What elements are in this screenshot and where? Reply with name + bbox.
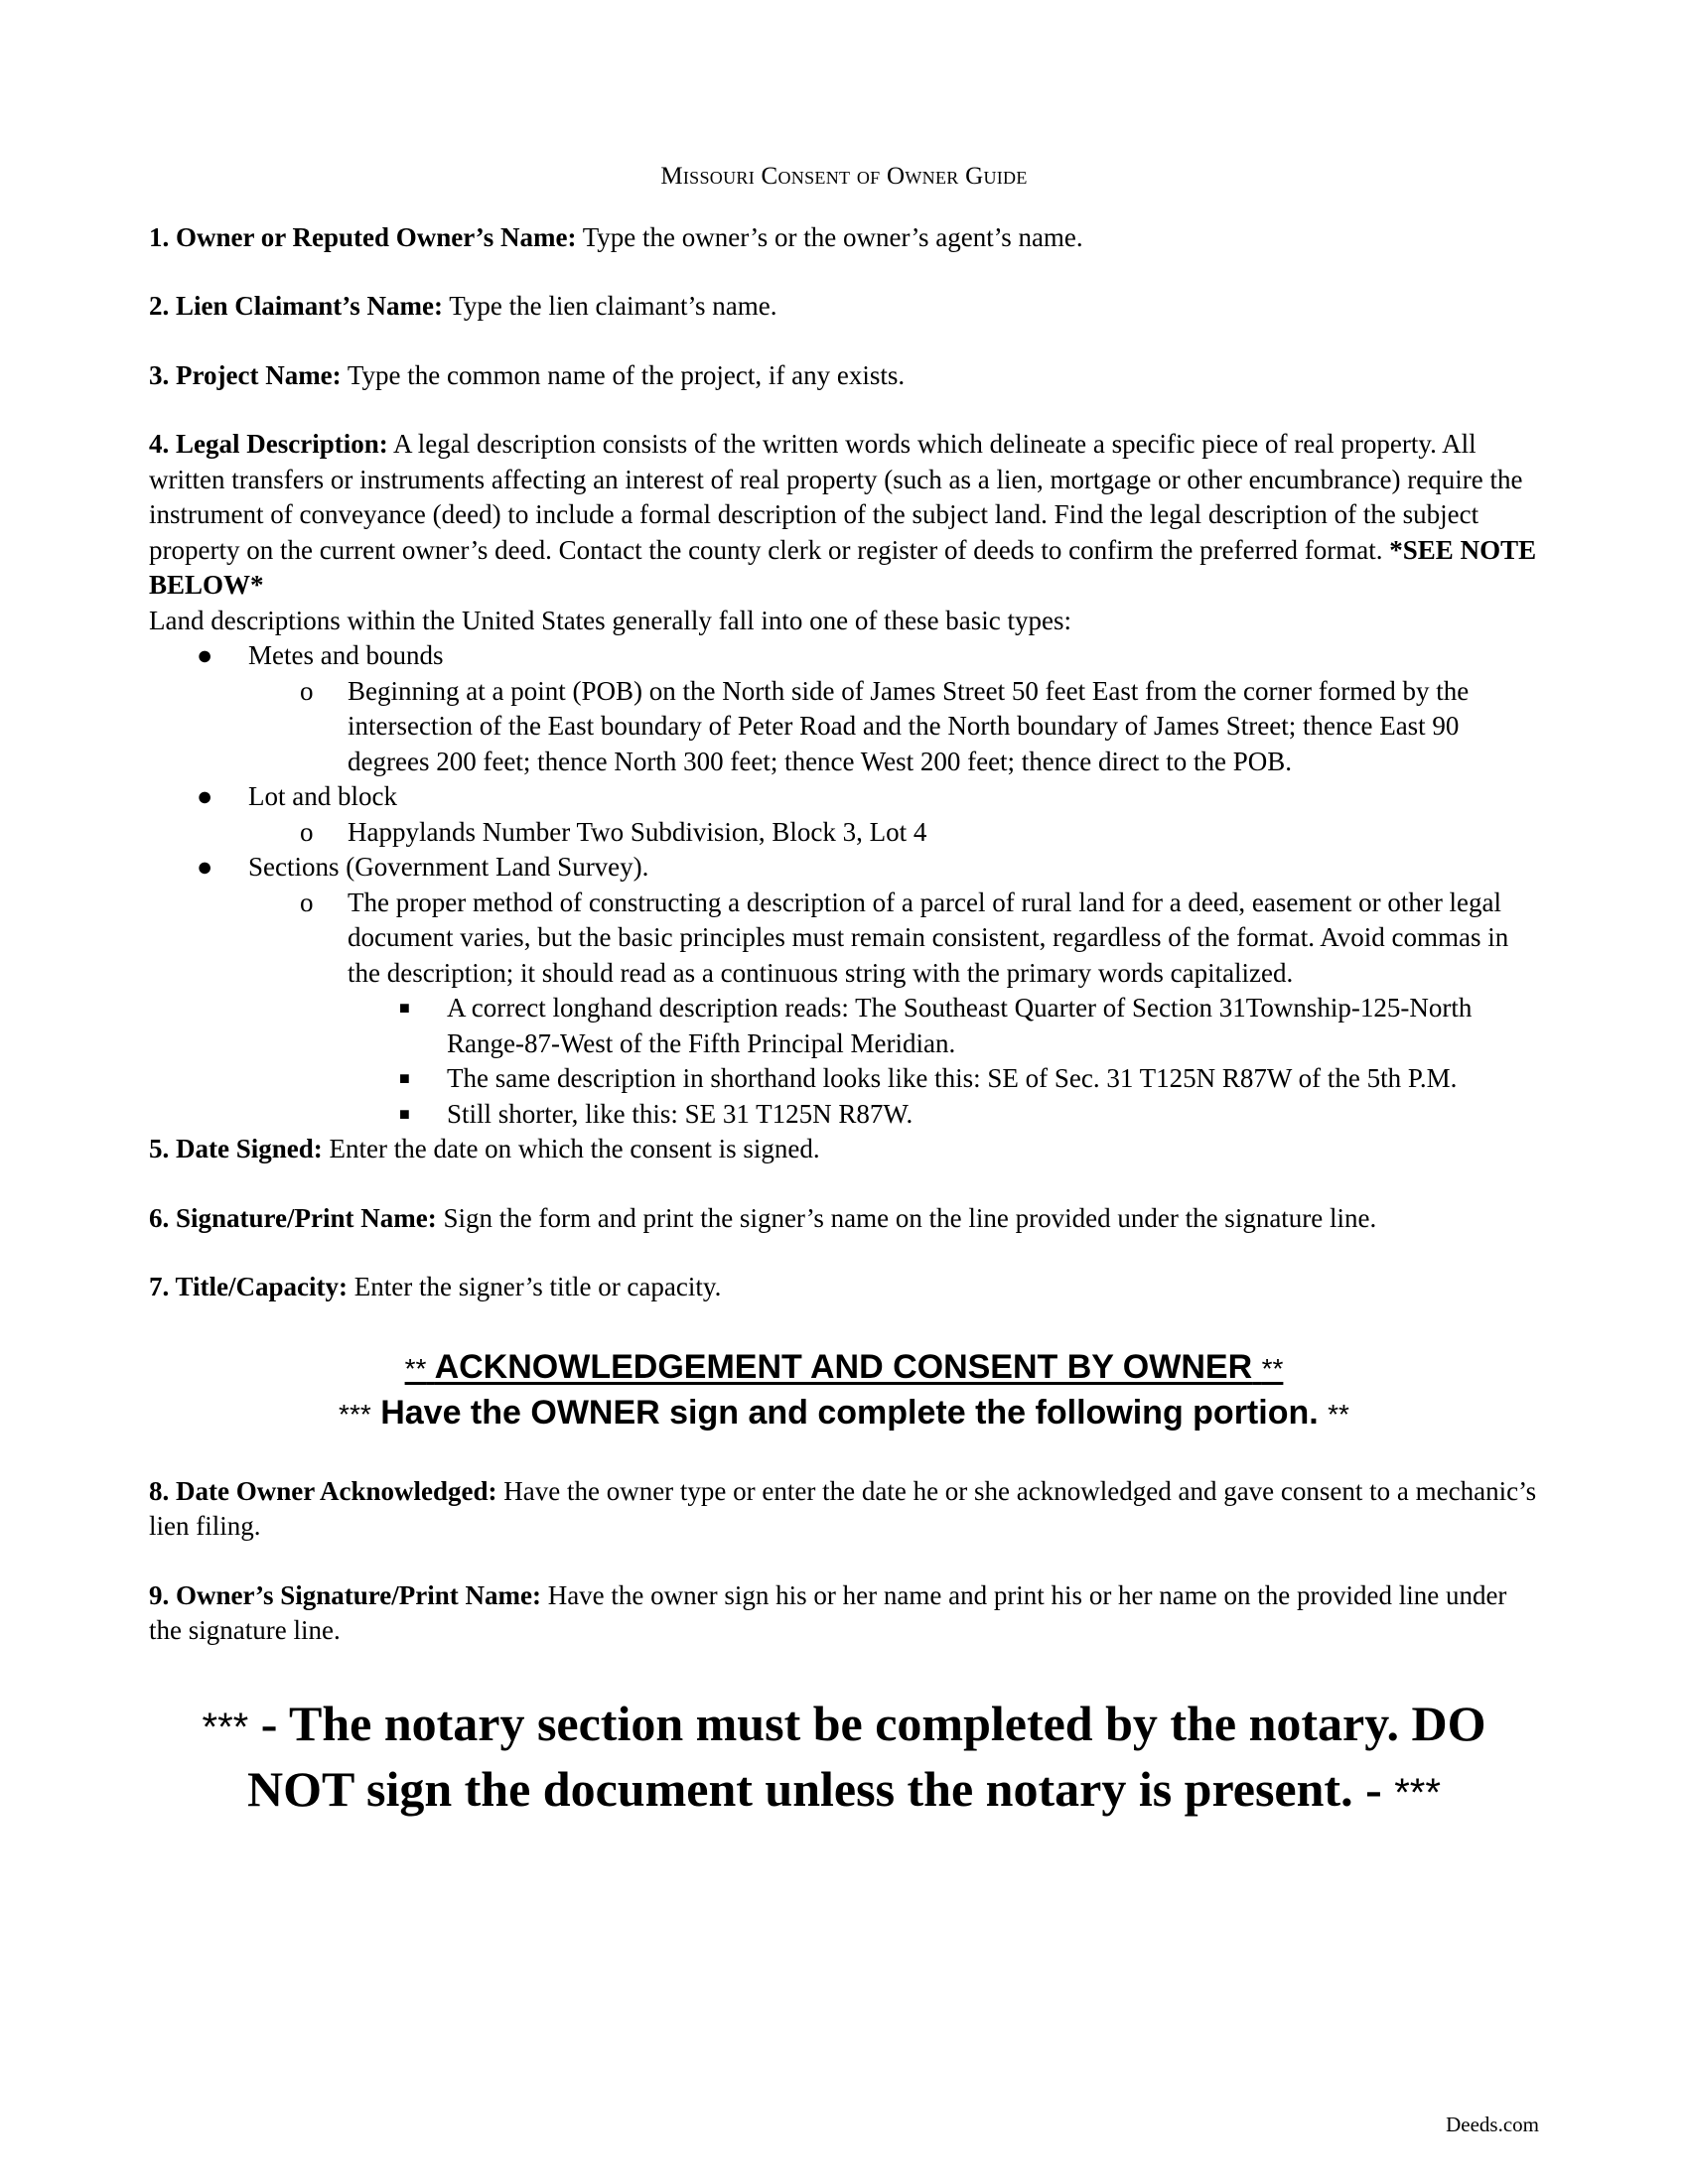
list-item-text: A correct longhand description reads: The Southeast Quarter of Section 31Township-125-North Range-87-West of the Fifth Principal Meridian. [447, 993, 1473, 1058]
list-item-text: Beginning at a point (POB) on the North side of James Street 50 feet East from the corner formed by the intersection of the East boundary of Peter Road and the North boundary of James Street; thence East 90 degrees 200 feet; thence North 300 feet; thence West 200 feet; thence direct to the POB. [348, 675, 1470, 776]
list-item-label: Lot and block [248, 781, 397, 811]
section-date-owner-acknowledged [149, 1474, 1539, 1545]
see-note-below: *SEE NOTE BELOW* [149, 534, 1537, 600]
stars-right: ** [1328, 1398, 1349, 1430]
section-text: Type the lien claimant’s name. [442, 291, 777, 321]
section-text: Sign the form and print the signer’s name on the line provided under the signature line. [436, 1202, 1377, 1233]
list-item-text: Still shorter, like this: SE 31 T125N R87W. [447, 1098, 914, 1129]
document-title: Missouri Consent of Owner Guide [660, 163, 1028, 190]
section-label: 4. Legal Description: [149, 429, 388, 459]
section-text: Type the owner’s or the owner’s agent’s name. [576, 221, 1083, 252]
section-text: Enter the date on which the consent is signed. [322, 1134, 820, 1163]
list-item-text: The same description in shorthand looks like this: SE of Sec. 31 T125N R87W of the 5th P.M. [447, 1063, 1458, 1093]
list-item-lot-and-block [149, 779, 1539, 850]
circle-bullet-icon: o [300, 816, 314, 847]
square-bullet-icon: ■ [399, 1068, 410, 1088]
acknowledgement-subtitle-text: Have the OWNER sign and complete the following portion. [380, 1393, 1319, 1432]
section-label: 7. Title/Capacity: [149, 1272, 348, 1301]
acknowledgement-heading [149, 1345, 1539, 1436]
circle-bullet-icon: o [300, 675, 314, 706]
section-title-capacity [149, 1270, 1539, 1305]
list-item-text: The proper method of constructing a description of a parcel of rural land for a deed, easement or other legal document varies, but the basic principles must remain consistent, regardless of the format. Avoid commas in the description; it should read as a continuous string with the primary words capitalized. [348, 887, 1509, 988]
stars-left: *** [202, 1705, 249, 1749]
list-item [348, 1097, 1539, 1133]
section-label: 8. Date Owner Acknowledged: [149, 1475, 497, 1506]
land-description-types [149, 638, 1539, 1132]
sub-list [248, 674, 1539, 780]
notary-warning [149, 1693, 1539, 1824]
list-item-sections [149, 850, 1539, 1132]
list-item-text: Happylands Number Two Subdivision, Block 3, Lot 4 [348, 816, 927, 847]
square-bullet-icon: ■ [399, 1103, 410, 1124]
section-text: A legal description consists of the written words which delineate a specific piece of real property. All written transfers or instruments affecting an interest of real property (such as a lien, mortgage or other encumbrance) require the instrument of conveyance (deed) to include a formal description of the subject land. Find the legal description of the subject property on the current owner’s deed. Contact the county clerk or register of deeds to confirm the preferred format. [149, 429, 1523, 565]
stars-right: *** [1394, 1770, 1441, 1815]
stars-right: ** [1261, 1352, 1284, 1384]
section-label: 1. Owner or Reputed Owner’s Name: [149, 221, 577, 252]
disc-bullet-icon: ● [197, 781, 213, 811]
list-item [248, 815, 1539, 851]
example-list [348, 991, 1539, 1132]
stars-left: ** [404, 1352, 427, 1384]
section-label: 5. Date Signed: [149, 1134, 323, 1163]
disc-bullet-icon: ● [197, 852, 213, 882]
section-signature-print-name [149, 1201, 1539, 1237]
list-item [248, 674, 1539, 780]
list-item [248, 886, 1539, 1133]
section-date-signed [149, 1132, 1539, 1167]
stars-left: *** [339, 1398, 371, 1430]
section-owner-name [149, 220, 1539, 256]
section-project-name [149, 358, 1539, 394]
legal-description-paragraph [149, 427, 1539, 604]
section-label: 2. Lien Claimant’s Name: [149, 291, 443, 321]
document-content [149, 149, 1539, 1824]
section-text: Enter the signer’s title or capacity. [348, 1272, 722, 1301]
acknowledgement-subtitle [149, 1391, 1539, 1436]
section-label: 9. Owner’s Signature/Print Name: [149, 1579, 541, 1610]
acknowledgement-title [149, 1345, 1539, 1391]
sub-list [248, 886, 1539, 1133]
list-item-metes-and-bounds [149, 638, 1539, 779]
circle-bullet-icon: o [300, 887, 314, 917]
section-text: Type the common name of the project, if any exists. [341, 359, 906, 390]
square-bullet-icon: ■ [399, 998, 410, 1018]
acknowledgement-title-text: ACKNOWLEDGEMENT AND CONSENT BY OWNER [434, 1347, 1253, 1386]
notary-warning-text: - The notary section must be completed by the notary. DO NOT sign the document unless the notary is present. - [247, 1695, 1486, 1817]
footer-brand: Deeds.com [1446, 2113, 1539, 2136]
section-owner-signature [149, 1578, 1539, 1649]
section-text: Have the owner type or enter the date he or she acknowledged and gave consent to a mechanic’s lien filing. [149, 1475, 1537, 1541]
section-text: Have the owner sign his or her name and print his or her name on the provided line under the signature line. [149, 1579, 1507, 1645]
list-item-label: Metes and bounds [248, 640, 444, 670]
section-label: 3. Project Name: [149, 359, 342, 390]
sub-list [248, 815, 1539, 851]
land-descriptions-intro: Land descriptions within the United States generally fall into one of these basic types: [149, 605, 1072, 635]
section-legal-description [149, 427, 1539, 1132]
list-item [348, 1061, 1539, 1097]
list-item [348, 991, 1539, 1061]
section-lien-claimant [149, 289, 1539, 325]
list-item-label: Sections (Government Land Survey). [248, 852, 649, 882]
acknowledgement-title-underlined [405, 1348, 1284, 1386]
disc-bullet-icon: ● [197, 640, 213, 670]
section-label: 6. Signature/Print Name: [149, 1202, 437, 1233]
